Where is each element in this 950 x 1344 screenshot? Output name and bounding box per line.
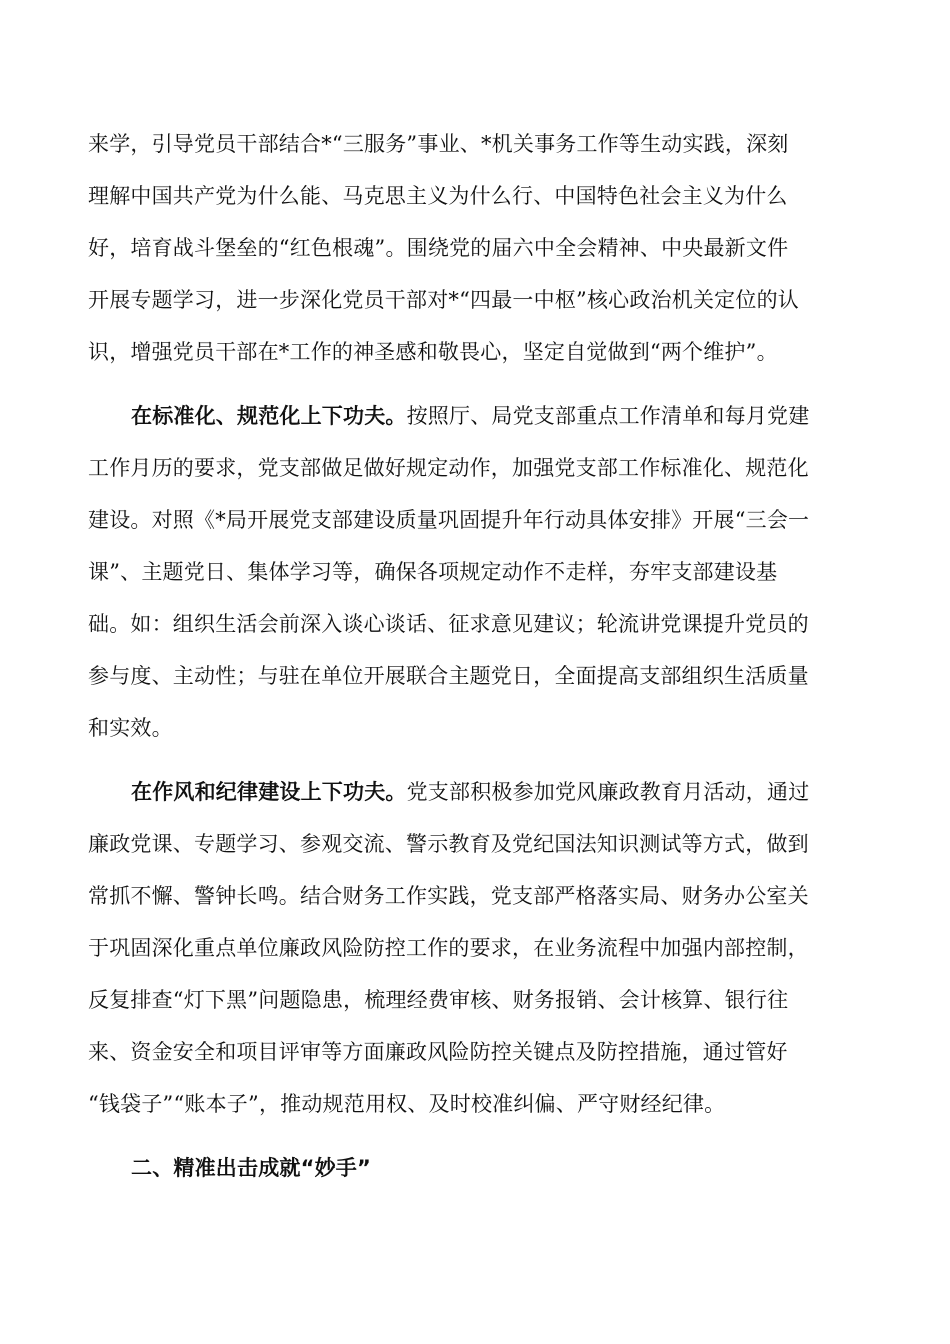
text-line: 反复排查“灯下黑”问题隐患，梳理经费审核、财务报销、会计核算、银行往 [88,988,789,1012]
text-line: 和实效。 [88,716,173,740]
section-heading: 二、精准出击成就“妙手” [131,1156,372,1180]
text-line: 于巩固深化重点单位廉政风险防控工作的要求，在业务流程中加强内部控制， [88,936,809,960]
text-line: 建设。对照《*局开展党支部建设质量巩固提升年行动具体安排》开展“三会一 [88,508,810,532]
text-line: 来、资金安全和项目评审等方面廉政风险防控关键点及防控措施，通过管好 [88,1040,788,1064]
paragraph-gap [88,386,860,398]
text-line: 课”、主题党日、集体学习等，确保各项规定动作不走样，夯牢支部建设基 [88,560,778,584]
text-line: 参与度、主动性；与驻在单位开展联合主题党日，全面提高支部组织生活质量 [88,664,809,688]
text-line: 廉政党课、专题学习、参观交流、警示教育及党纪国法知识测试等方式，做到 [88,832,809,856]
text-line: 好，培育战斗堡垒的“红色根魂”。围绕党的届六中全会精神、中央最新文件 [88,236,789,260]
paragraph-gap [88,1138,860,1150]
paragraph-first-line [88,398,860,450]
paragraph-discipline [88,774,860,1138]
text-line: 常抓不懈、警钟长鸣。结合财务工作实践，党支部严格落实局、财务办公室关 [88,884,809,908]
text-line: 理解中国共产党为什么能、马克思主义为什么行、中国特色社会主义为什么 [88,184,788,208]
text-line: 础。如：组织生活会前深入谈心谈话、征求意见建议；轮流讲党课提升党员的 [88,612,809,636]
paragraph-gap [88,762,860,774]
paragraph-first-line [88,774,860,826]
text-line: 识，增强党员干部在*工作的神圣感和敬畏心，坚定自觉做到“两个维护”。 [88,340,778,364]
text-line: 开展专题学习，进一步深化党员干部对*“四最一中枢”核心政治机关定位的认 [88,288,799,312]
paragraph-standardization [88,398,860,762]
text-line: 工作月历的要求，党支部做足做好规定动作，加强党支部工作标准化、规范化 [88,456,809,480]
paragraph-first-text: 按照厅、局党支部重点工作清单和每月党建 [406,404,810,428]
text-line: “钱袋子”“账本子”，推动规范用权、及时校准纠偏、严守财经纪律。 [88,1092,726,1116]
paragraph-first-text: 党支部积极参加党风廉政教育月活动，通过 [406,780,810,804]
document-body [88,126,860,1202]
paragraph-heading: 在作风和纪律建设上下功夫。 [131,780,407,804]
paragraph-heading: 在标准化、规范化上下功夫。 [131,404,407,428]
paragraph-study [88,126,860,386]
text-line: 来学，引导党员干部结合*“三服务”事业、*机关事务工作等生动实践，深刻 [88,132,789,156]
